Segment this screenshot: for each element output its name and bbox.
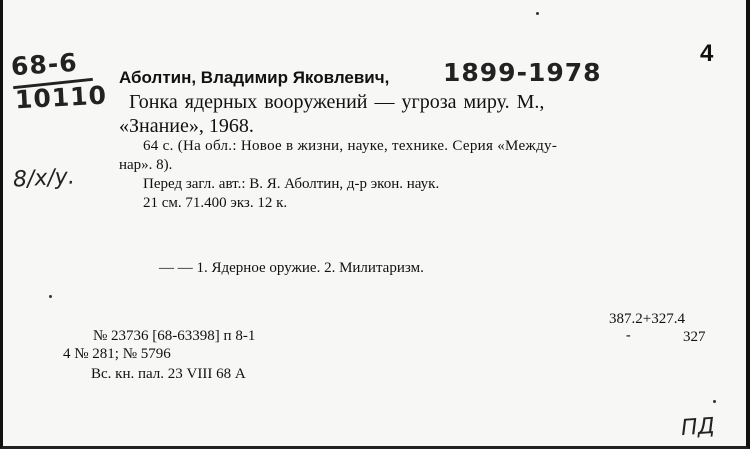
title-line-2: «Знание», 1968. bbox=[119, 115, 254, 137]
accession-line-3: Вс. кн. пал. 23 VIII 68 А bbox=[91, 366, 246, 382]
collation-line-1: 64 с. (На обл.: Новое в жизни, науке, технике. Серия «Между- bbox=[143, 138, 558, 154]
subject-headings: — — 1. Ядерное оружие. 2. Милитаризм. bbox=[159, 260, 424, 276]
classification-line-1: 387.2+327.4 bbox=[609, 311, 685, 327]
classification-line-2: 327 bbox=[683, 329, 706, 345]
handwritten-note-left: 8/х/у. bbox=[12, 164, 76, 193]
speck-mark bbox=[49, 295, 52, 298]
author-heading: Аболтин, Владимир Яковлевич, bbox=[119, 68, 390, 87]
responsibility-note: Перед загл. авт.: В. Я. Аболтин, д-р экон. наук. bbox=[143, 176, 440, 192]
call-number-top: 68-6 bbox=[10, 47, 79, 82]
classification-mark: - bbox=[626, 328, 631, 343]
speck-mark bbox=[713, 400, 716, 403]
speck-mark bbox=[536, 12, 539, 15]
card-number: 4 bbox=[700, 40, 714, 67]
accession-line-1: № 23736 [68-63398] п 8-1 bbox=[93, 328, 256, 344]
physical-description: 21 см. 71.400 экз. 12 к. bbox=[143, 195, 288, 211]
handwritten-note-right: ПД bbox=[680, 413, 716, 442]
call-number-bottom: 10110 bbox=[14, 80, 108, 115]
accession-line-2: 4 № 281; № 5796 bbox=[63, 346, 171, 362]
author-dates-handwritten: 1899-1978 bbox=[443, 58, 602, 87]
collation-line-2: нар». 8). bbox=[119, 157, 173, 173]
title-line-1: Гонка ядерных вооружений — угроза миру. М., bbox=[129, 91, 545, 113]
